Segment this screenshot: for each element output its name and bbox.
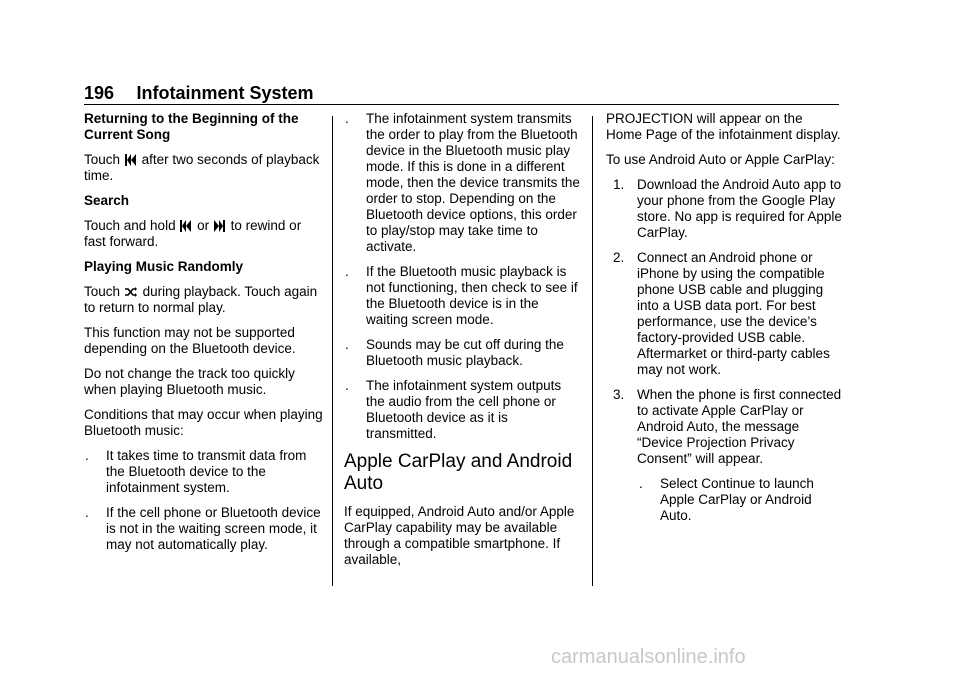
skip-next-icon	[214, 220, 225, 232]
para-search	[84, 218, 324, 250]
para-equipped: If equipped, Android Auto and/or Apple CarPlay capability may be available through a compatible smartphone. If available,	[344, 504, 575, 567]
column-3	[606, 111, 842, 533]
heading-search: Search	[84, 193, 130, 208]
list-item	[344, 378, 582, 442]
list-item	[344, 264, 582, 328]
list-item-text: Download the Android Auto app to your phone from the Google Play store. No app is required for Apple CarPlay.	[637, 177, 842, 240]
page-header	[84, 82, 839, 106]
list-item-text: Connect an Android phone or iPhone by using the compatible phone USB cable and plugging into a USB data port. For best performance, use the device’s factory-provided USB cable. Aftermarket or third-party cables may not work.	[637, 250, 830, 377]
text-segment: Touch and hold	[84, 218, 176, 233]
bullet-marker: .	[85, 448, 89, 463]
bullet-marker: .	[345, 378, 349, 393]
list-item-text: Sounds may be cut off during the Bluetooth music playback.	[366, 337, 564, 368]
heading-random: Playing Music Randomly	[84, 259, 244, 274]
para-support: This function may not be supported depending on the Bluetooth device.	[84, 325, 296, 356]
para-conditions: Conditions that may occur when playing Bluetooth music:	[84, 407, 323, 438]
para-random	[84, 284, 324, 316]
list-item	[344, 337, 582, 369]
list-item-text: When the phone is first connected to activate Apple CarPlay or Android Auto, the message “Device Projection Privacy Consent” will appear.	[637, 387, 842, 466]
column-divider-2	[592, 116, 593, 586]
list-item	[606, 177, 842, 241]
list-item-text: If the cell phone or Bluetooth device is not in the waiting screen mode, it may not automatically play.	[106, 505, 321, 552]
column-1	[84, 111, 324, 562]
list-number: 1.	[613, 177, 625, 192]
para-touse: To use Android Auto or Apple CarPlay:	[606, 152, 835, 167]
bullet-marker: .	[345, 337, 349, 352]
list-number: 3.	[613, 387, 625, 402]
list-item	[344, 111, 582, 255]
bullet-marker: .	[639, 476, 643, 491]
list-item-text: It takes time to transmit data from the Bluetooth device to the infotainment system.	[106, 448, 307, 495]
section-heading-carplay: Apple CarPlay and Android Auto	[344, 451, 573, 494]
skip-previous-icon	[125, 154, 136, 166]
heading-return: Returning to the Beginning of the Current Song	[84, 111, 299, 142]
bullet-marker: .	[345, 111, 349, 126]
text-segment: to rewind or fast forward.	[84, 218, 302, 249]
bullet-marker: .	[345, 264, 349, 279]
list-item-text: Select Continue to launch Apple CarPlay or Android Auto.	[660, 476, 814, 523]
para-change: Do not change the track too quickly when playing Bluetooth music.	[84, 366, 295, 397]
list-item	[606, 250, 842, 378]
watermark: carmanualsonline.info	[551, 646, 746, 668]
list-item	[84, 448, 324, 496]
bullet-marker: .	[85, 505, 89, 520]
list-item-text: If the Bluetooth music playback is not functioning, then check to see if the Bluetooth device is in the waiting screen mode.	[366, 264, 578, 327]
text-segment: Touch	[84, 284, 121, 299]
text-segment: Touch	[84, 152, 121, 167]
para-return	[84, 152, 324, 184]
list-item	[84, 505, 324, 553]
text-segment: after two seconds of playback time.	[84, 152, 320, 183]
header-rule	[84, 104, 839, 105]
text-segment: or	[197, 218, 210, 233]
para-projection: PROJECTION will appear on the Home Page of the infotainment display.	[606, 111, 841, 142]
page-number: 196	[84, 83, 115, 103]
list-item-text: The infotainment system outputs the audio from the cell phone or Bluetooth device as it is transmitted.	[366, 378, 562, 441]
list-number: 2.	[613, 250, 625, 265]
column-divider-1	[332, 116, 333, 586]
page-title: Infotainment System	[136, 83, 314, 103]
shuffle-icon	[125, 286, 137, 298]
list-item	[606, 387, 842, 467]
list-item-text: The infotainment system transmits the order to play from the Bluetooth device in the Bluetooth music play mode. If this is done in a different mode, then the device transmits the order to stop. Depending on the Bluetooth device options, this order to play/stop may take time to activate.	[366, 111, 580, 254]
list-item	[606, 476, 842, 524]
column-2	[344, 111, 582, 577]
text-segment: during playback. Touch again to return to normal play.	[84, 284, 318, 315]
skip-previous-icon	[180, 220, 191, 232]
